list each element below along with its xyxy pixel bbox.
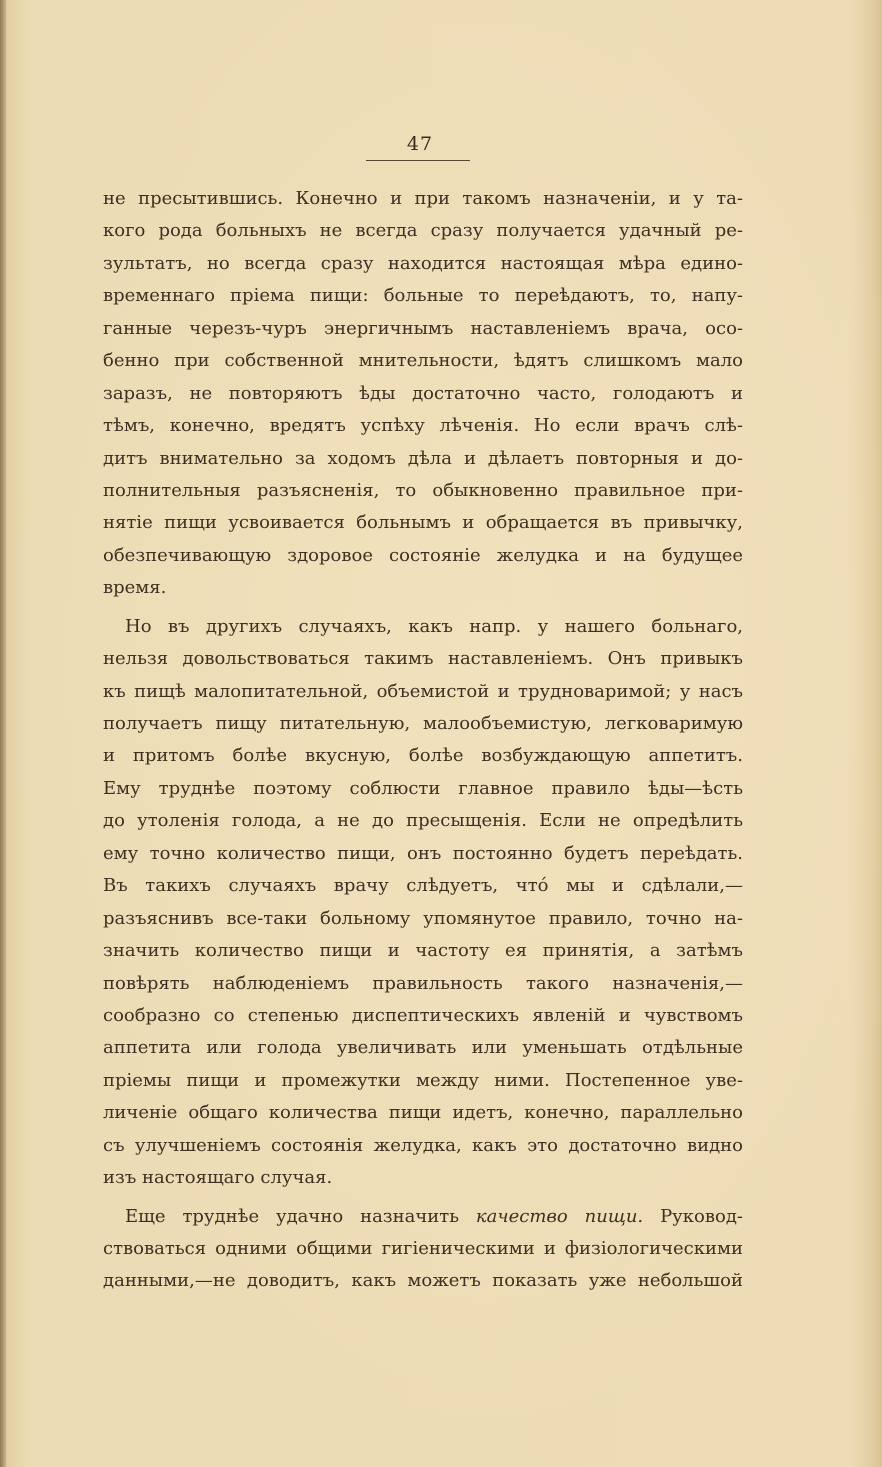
text-line: не пресытившись. Конечно и при такомъ назначеніи, и у та- (103, 188, 743, 209)
text-line: изъ настоящаго случая. (103, 1167, 333, 1189)
text-line: временнаго пріема пищи: больные то переѣдаютъ, то, напу- (103, 285, 743, 307)
text-line: ствоваться одними общими гигіеническими и физіологическими (103, 1238, 743, 1259)
text-line: сообразно со степенью диспептическихъ явленій и чувствомъ (103, 1004, 743, 1026)
text-line: аппетита или голода увеличивать или уменьшать отдѣльные (103, 1037, 743, 1059)
text-line: кого рода больныхъ не всегда сразу получается удачный ре- (103, 220, 743, 242)
text-run: Руковод- (643, 1205, 743, 1227)
text-line: и притомъ болѣе вкусную, болѣе возбуждающую аппетитъ. (103, 745, 743, 767)
text-line (103, 1201, 743, 1233)
text-line: къ пищѣ малопитательной, объемистой и трудноваримой; у насъ (103, 680, 743, 702)
text-line: зультатъ, но всегда сразу находится настоящая мѣра едино- (103, 252, 743, 274)
text-line: пріемы пищи и промежутки между ними. Постепенное уве- (103, 1069, 743, 1091)
text-line: значить количество пищи и частоту ея принятія, а затѣмъ (103, 940, 743, 962)
text-line: личеніе общаго количества пищи идетъ, конечно, параллельно (103, 1102, 743, 1124)
page-spine-shadow (0, 0, 6, 1467)
page-number: 47 (406, 133, 434, 155)
text-line: нельзя довольствоваться такимъ наставленіемъ. Онъ привыкъ (103, 648, 743, 670)
text-line: ему точно количество пищи, онъ постоянно будетъ переѣдать. (103, 842, 743, 864)
text-line: съ улучшеніемъ состоянія желудка, какъ это достаточно видно (103, 1134, 743, 1156)
text-line: данными,—не доводитъ, какъ можетъ показать уже небольшой (103, 1270, 743, 1292)
text-line: обезпечивающую здоровое состояніе желудка и на будущее (103, 544, 743, 566)
text-line: нятіе пищи усвоивается больнымъ и обращается въ привычку, (103, 512, 743, 534)
text-line: до утоленія голода, а не до пресыщенія. Если не опредѣлить (103, 810, 743, 832)
text-line: разъяснивъ все-таки больному упомянутое правило, точно на- (103, 907, 743, 929)
text-line: бенно при собственной мнительности, ѣдятъ слишкомъ мало (103, 350, 743, 372)
text-line: Ему труднѣе поэтому соблюсти главное правило ѣды—ѣсть (103, 777, 743, 799)
text-line: тѣмъ, конечно, вредятъ успѣху лѣченія. Но если врачъ слѣ- (103, 415, 743, 437)
text-line: полнительныя разъясненія, то обыкновенно правильное при- (103, 479, 743, 501)
text-line: время. (103, 577, 167, 599)
text-line: дитъ внимательно за ходомъ дѣла и дѣлаетъ повторныя и до- (103, 447, 743, 469)
text-line: Но въ другихъ случаяхъ, какъ напр. у нашего больнаго, (125, 615, 743, 637)
header-rule (366, 160, 470, 161)
text-line: повѣрять наблюденіемъ правильность такого назначенія,— (103, 972, 743, 994)
text-run: Еще труднѣе удачно назначить (125, 1205, 476, 1227)
text-line: Въ такихъ случаяхъ врачу слѣдуетъ, что́ мы и сдѣлали,— (103, 875, 743, 897)
text-line: заразъ, не повторяютъ ѣды достаточно часто, голодаютъ и (103, 382, 743, 404)
emphasis-text: качество пищи. (475, 1205, 644, 1227)
text-line: получаетъ пищу питательную, малообъемистую, легковаримую (103, 713, 743, 734)
body-text (103, 183, 743, 1298)
text-line: ганные черезъ-чуръ энергичнымъ наставленіемъ врача, осо- (103, 317, 743, 339)
